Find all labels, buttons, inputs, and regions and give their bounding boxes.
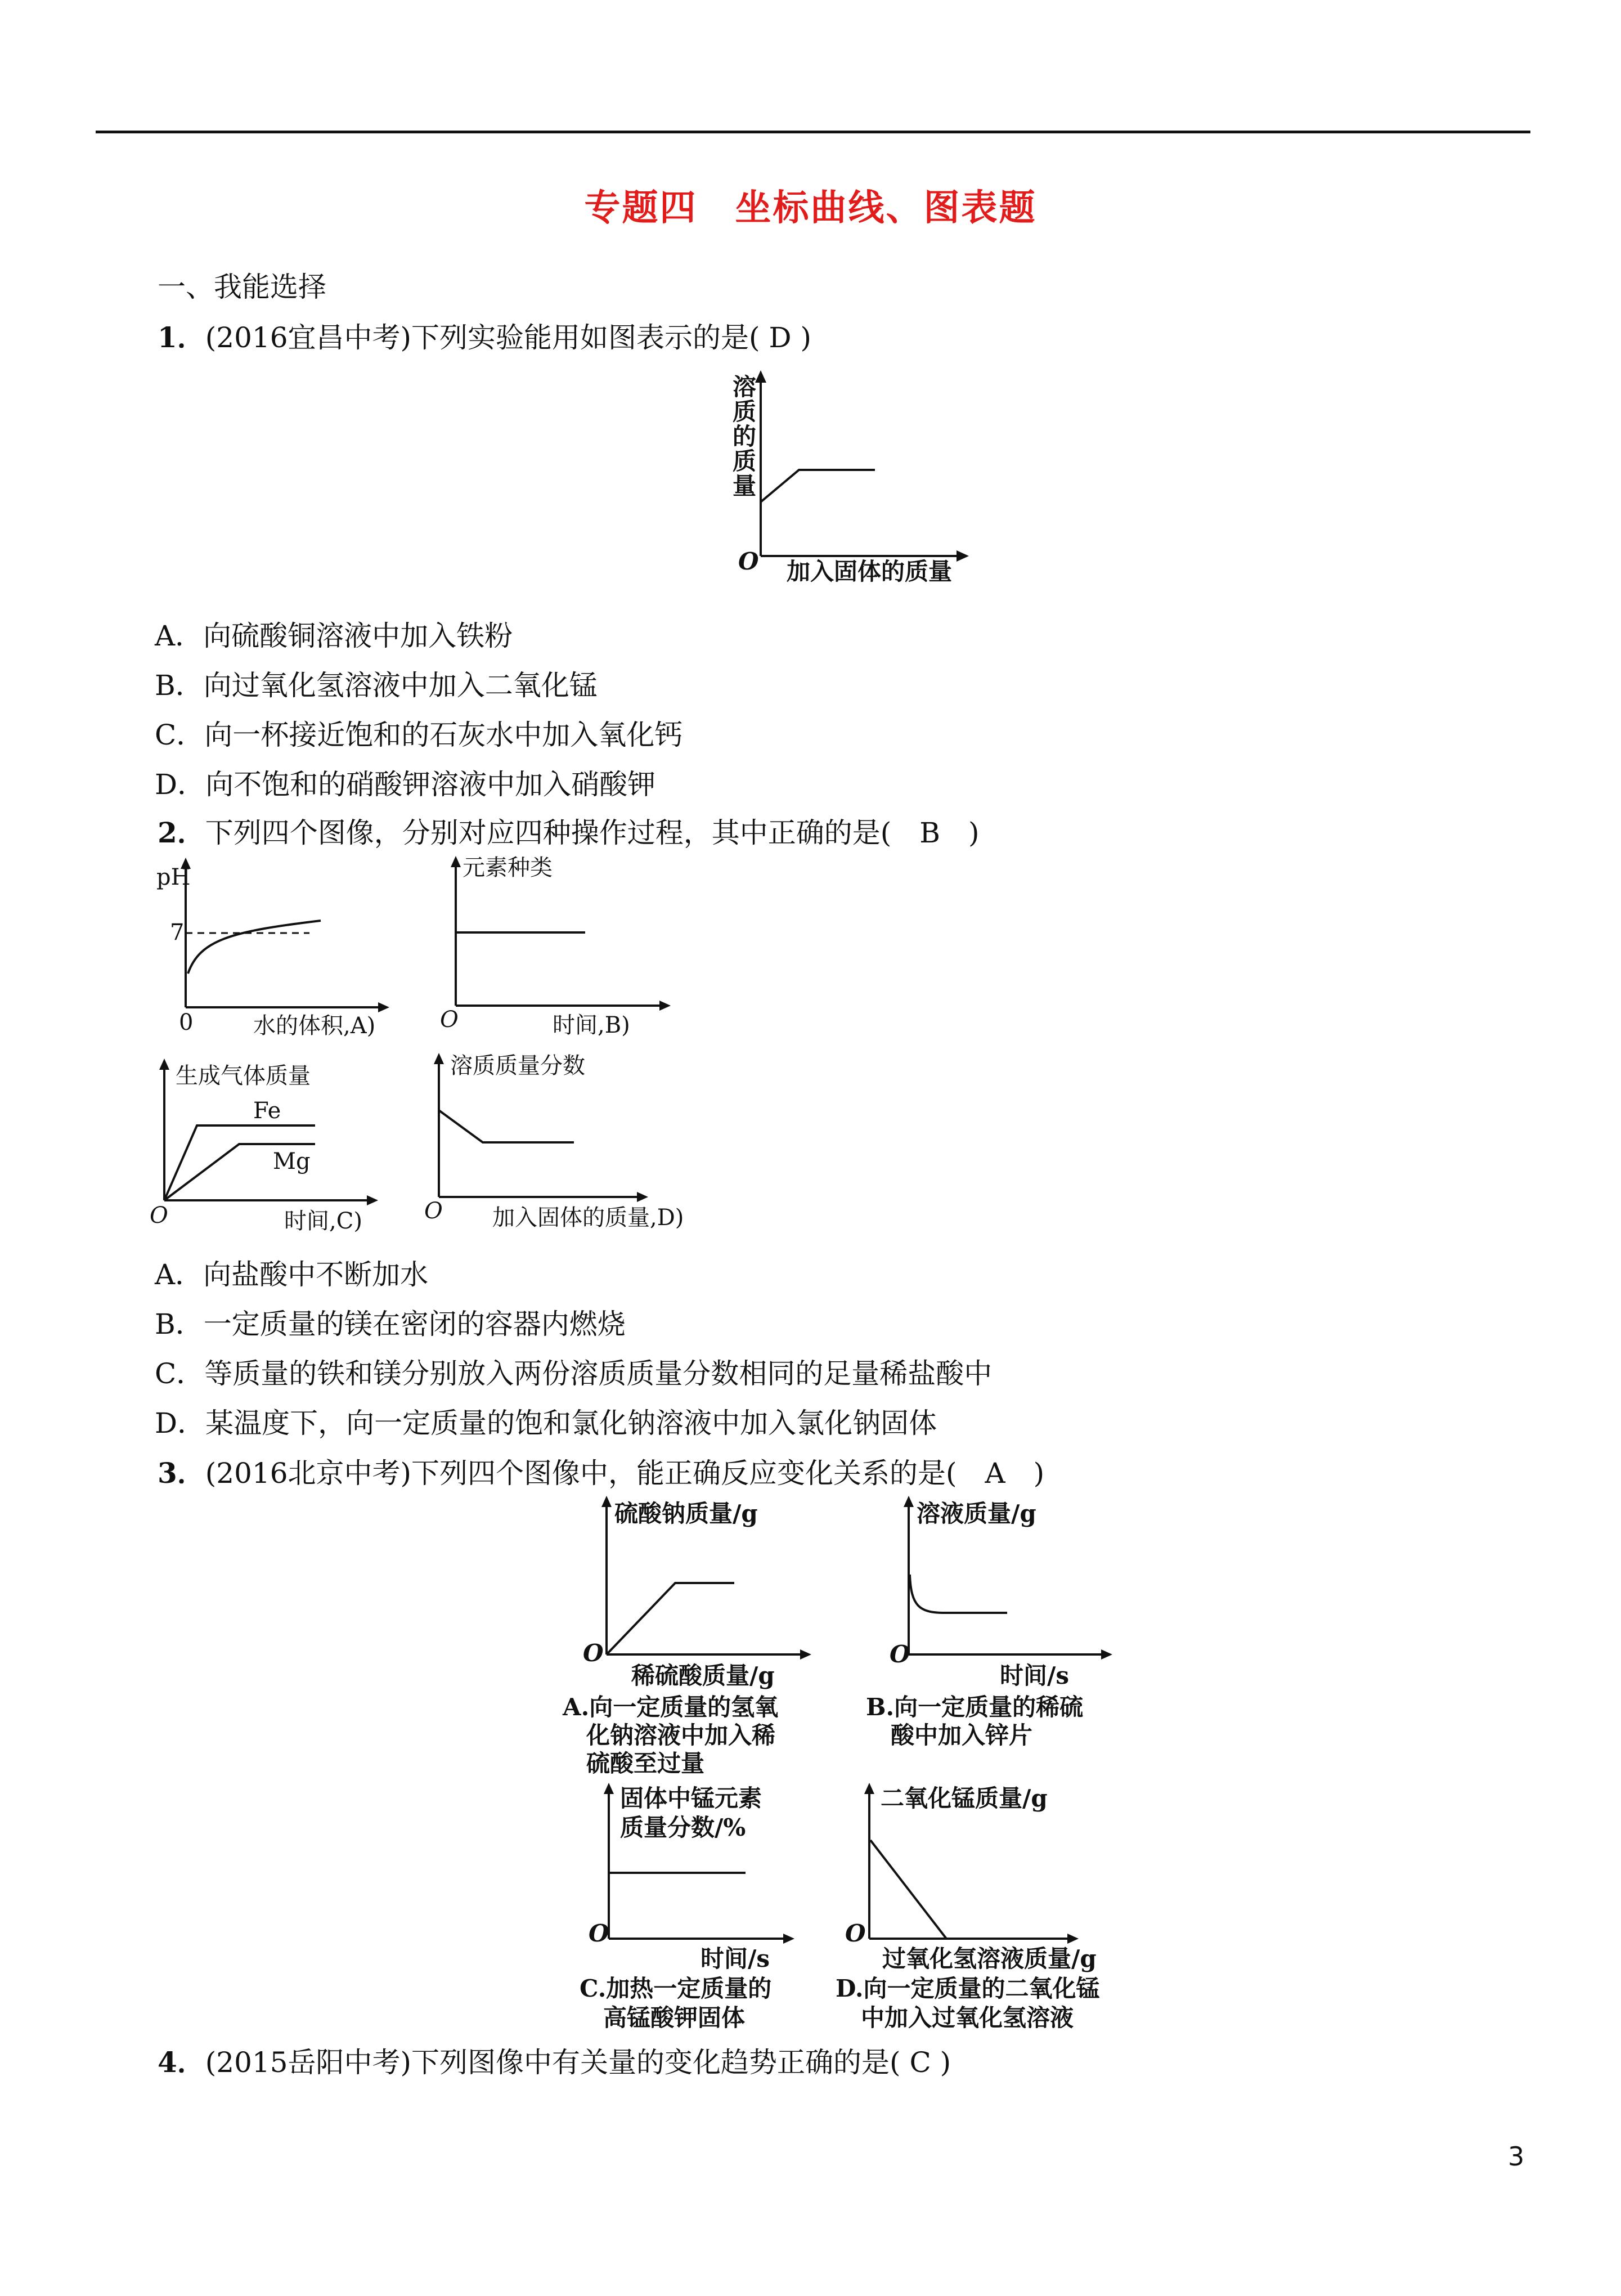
q2-option-d: D．某温度下，向一定质量的饱和氯化钠溶液中加入氯化钠固体 — [155, 1407, 937, 1440]
caption-line-2: 化钠溶液中加入稀 — [586, 1721, 776, 1749]
x-axis-label: 时间/s — [1000, 1662, 1069, 1689]
y-axis-arrow — [601, 1496, 612, 1507]
q1-option-c: C．向一杯接近饱和的石灰水中加入氧化钙 — [155, 719, 683, 751]
q2-figure-d — [416, 1050, 731, 1241]
y-label-4: 质 — [733, 447, 757, 475]
caption-line-1: C.加热一定质量的 — [580, 1975, 772, 2002]
q2-figure-b — [428, 853, 686, 1041]
question-1 — [158, 315, 811, 356]
y-axis-label: 二氧化锰质量/g — [881, 1784, 1048, 1812]
y-axis-arrow — [159, 1059, 169, 1070]
x-axis-label: 稀硫酸质量/g — [631, 1662, 775, 1689]
data-curve — [870, 1840, 946, 1939]
page-title: 专题四 坐标曲线、图表题 — [584, 187, 1037, 229]
q3-figure-a — [563, 1491, 855, 1777]
q2-figure-c — [146, 1055, 405, 1241]
q1-option-b: B．向过氧化氢溶液中加入二氧化锰 — [155, 669, 598, 702]
question-stem: (2016宜昌中考)下列实验能用如图表示的是( D ) — [205, 321, 811, 354]
series-mg-label: Mg — [273, 1149, 311, 1174]
origin-label: O — [583, 1639, 604, 1667]
caption-line-2: 高锰酸钾固体 — [603, 2004, 746, 2032]
origin-label: O — [150, 1203, 168, 1228]
x-axis-arrow — [783, 1934, 794, 1944]
caption-line-3: 硫酸至过量 — [586, 1750, 705, 1777]
caption-line-1: B.向一定质量的稀硫 — [866, 1693, 1084, 1721]
y-axis-label-1: 固体中锰元素 — [620, 1784, 762, 1812]
x-axis-arrow — [800, 1649, 811, 1660]
x-axis-label: 水的体积,A) — [253, 1013, 376, 1039]
origin-label: O — [845, 1920, 866, 1947]
y-axis-label: 生成气体质量 — [176, 1063, 311, 1089]
y-axis-label-2: 质量分数/% — [620, 1814, 746, 1841]
x-axis-arrow — [1101, 1649, 1112, 1660]
question-number: 3． — [158, 1456, 205, 1490]
y-label-1: 溶 — [733, 373, 757, 401]
question-stem: (2016北京中考)下列四个图像中，能正确反应变化关系的是( A ) — [205, 1457, 1045, 1490]
data-curve — [910, 1575, 1007, 1613]
question-4 — [158, 2040, 951, 2080]
x-axis-label: 过氧化氢溶液质量/g — [882, 1945, 1097, 1972]
question-stem: (2015岳阳中考)下列图像中有关量的变化趋势正确的是( C ) — [205, 2046, 951, 2079]
tick-7: 7 — [170, 920, 185, 945]
x-axis-arrow — [659, 1001, 671, 1011]
data-curve — [439, 1110, 574, 1142]
y-axis-arrow — [864, 1783, 874, 1794]
data-curve — [607, 1583, 734, 1654]
q2-option-c: C．等质量的铁和镁分别放入两份溶质质量分数相同的足量稀盐酸中 — [155, 1357, 993, 1390]
x-axis-label: 加入固体的质量 — [787, 558, 953, 585]
origin-label: O — [738, 548, 759, 575]
x-axis-label: 时间,C) — [284, 1208, 362, 1234]
origin-label: O — [424, 1198, 443, 1224]
x-axis-label: 时间,B) — [553, 1012, 630, 1038]
y-axis-arrow — [434, 1053, 444, 1064]
x-axis-arrow — [367, 1195, 378, 1205]
caption-line-2: 酸中加入锌片 — [891, 1721, 1033, 1749]
q3-figure-d — [827, 1778, 1142, 2034]
q3-figure-b — [858, 1491, 1128, 1749]
x-axis-arrow — [378, 1002, 389, 1012]
x-axis-label: 加入固体的质量,D) — [492, 1205, 684, 1231]
x-axis-label: 时间/s — [701, 1945, 770, 1972]
series-fe-label: Fe — [253, 1098, 281, 1124]
y-axis-label: 硫酸钠质量/g — [614, 1500, 758, 1527]
y-axis-arrow — [755, 370, 766, 383]
q2-figure-a — [146, 855, 405, 1041]
question-number: 2． — [158, 816, 205, 849]
y-axis-label: 元素种类 — [462, 855, 553, 881]
y-axis-arrow — [451, 856, 461, 867]
origin-label: O — [589, 1920, 609, 1947]
q1-option-a: A．向硫酸铜溶液中加入铁粉 — [155, 620, 513, 652]
q2-option-a: A．向盐酸中不断加水 — [155, 1258, 429, 1291]
x-axis-arrow — [957, 550, 969, 562]
q1-option-d: D．向不饱和的硝酸钾溶液中加入硝酸钾 — [155, 768, 656, 801]
x-axis-arrow — [637, 1192, 648, 1202]
header-rule — [96, 131, 1530, 133]
q2-option-b: B．一定质量的镁在密闭的容器内燃烧 — [155, 1308, 626, 1340]
question-stem: 下列四个图像，分别对应四种操作过程，其中正确的是( B ) — [205, 817, 980, 849]
question-2 — [158, 810, 980, 851]
question-number: 1． — [158, 321, 205, 354]
page-number: 3 — [1508, 2141, 1525, 2172]
caption-line-2: 中加入过氧化氢溶液 — [861, 2004, 1074, 2032]
q1-figure — [715, 366, 973, 591]
question-3 — [158, 1451, 1044, 1491]
data-curve — [188, 921, 321, 974]
y-label-3: 的 — [733, 423, 757, 450]
section-heading: 一、我能选择 — [158, 271, 326, 303]
y-axis-label: pH — [156, 864, 191, 890]
y-label-2: 质 — [733, 398, 757, 425]
origin-label: O — [890, 1640, 910, 1668]
question-number: 4． — [158, 2046, 205, 2079]
y-axis-label: 溶液质量/g — [917, 1500, 1036, 1527]
data-curve — [761, 470, 875, 502]
y-axis-arrow — [604, 1783, 614, 1794]
y-axis-arrow — [904, 1496, 914, 1507]
caption-line-1: A.向一定质量的氢氧 — [563, 1693, 779, 1721]
x-axis-arrow — [1067, 1934, 1079, 1944]
origin-label: O — [440, 1007, 459, 1033]
y-label-5: 量 — [733, 472, 757, 500]
y-axis-label: 溶质质量分数 — [450, 1053, 585, 1079]
q3-figure-c — [568, 1778, 838, 2034]
origin-label: 0 — [179, 1010, 194, 1035]
caption-line-1: D.向一定质量的二氧化锰 — [836, 1975, 1100, 2002]
